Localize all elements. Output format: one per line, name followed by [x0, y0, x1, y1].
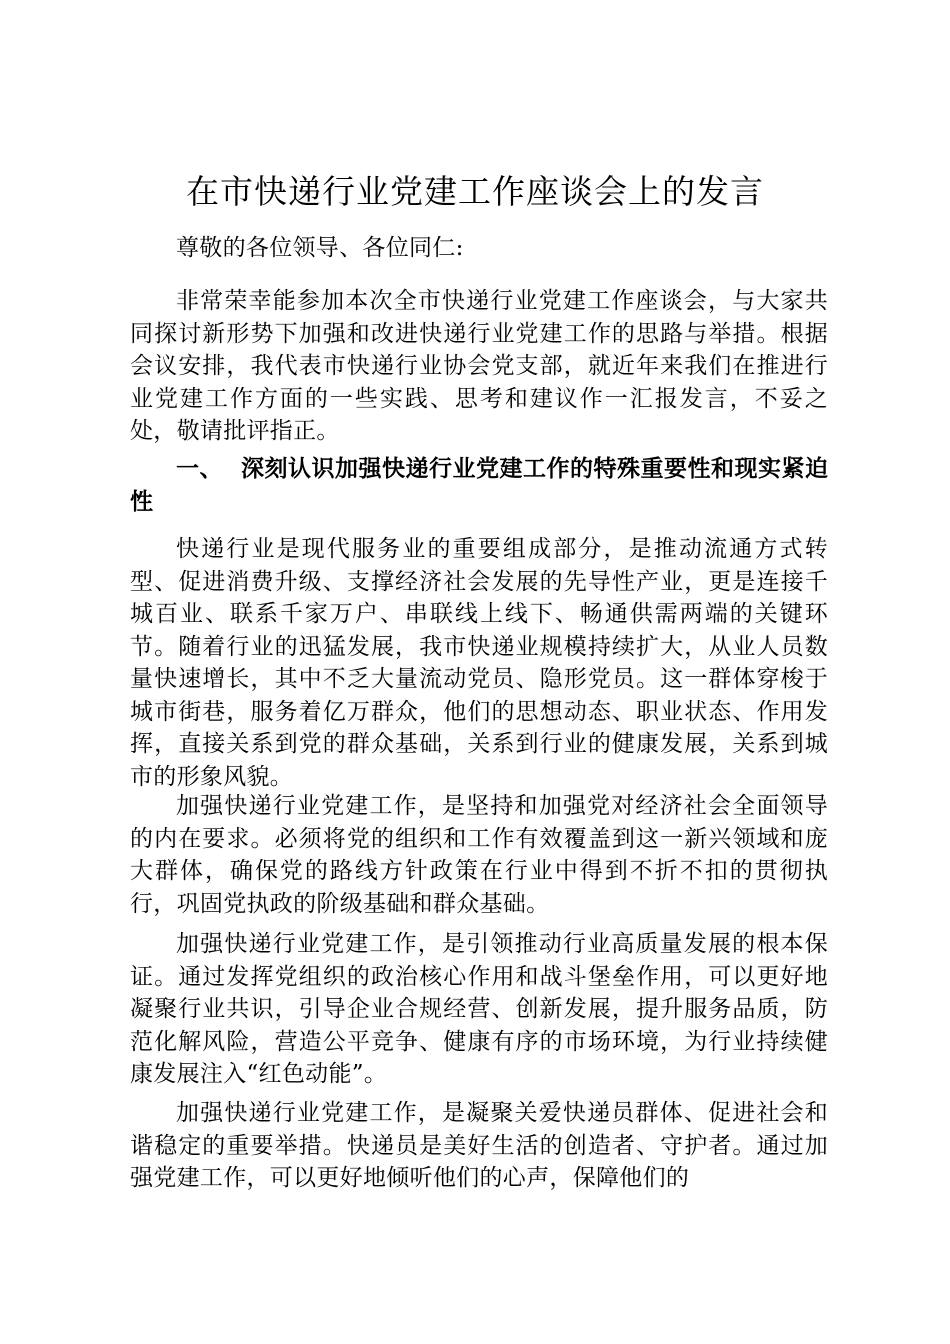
- section-number: 一、: [176, 455, 223, 482]
- section-title: 深刻认识加强快递行业党建工作的特殊重要性和现实紧迫性: [130, 455, 828, 515]
- body-paragraph: 加强快递行业党建工作，是凝聚关爱快递员群体、促进社会和谐稳定的重要举措。快递员是美好生活的创造者、守护者。通过加强党建工作，可以更好地倾听他们的心声，保障他们的: [130, 1100, 828, 1191]
- body-paragraph: 快递行业是现代服务业的重要组成部分，是推动流通方式转型、促进消费升级、支撑经济社会发展的先导性产业，更是连接千城百业、联系千家万户、串联线上线下、畅通供需两端的关键环节。随着行业的迅猛发展，我市快递业规模持续扩大，从业人员数量快速增长，其中不乏大量流动党员、隐形党员。这一群体穿梭于城市街巷，服务着亿万群众，他们的思想动态、职业状态、作用发挥，直接关系到党的群众基础，关系到行业的健康发展，关系到城市的形象风貌。: [130, 536, 828, 790]
- salutation: 尊敬的各位领导、各位同仁:: [176, 235, 464, 261]
- body-paragraph: 加强快递行业党建工作，是坚持和加强党对经济社会全面领导的内在要求。必须将党的组织和工作有效覆盖到这一新兴领域和庞大群体，确保党的路线方针政策在行业中得到不折不扣的贯彻执行，巩固党执政的阶级基础和群众基础。: [130, 793, 828, 917]
- document-title: 在市快递行业党建工作座谈会上的发言: [186, 172, 764, 211]
- body-paragraph: 加强快递行业党建工作，是引领推动行业高质量发展的根本保证。通过发挥党组织的政治核心作用和战斗堡垒作用，可以更好地凝聚行业共识，引导企业合规经营、创新发展，提升服务品质，防范化解风险，营造公平竞争、健康有序的市场环境，为行业持续健康发展注入“红色动能”。: [130, 931, 828, 1087]
- section-heading-1: [130, 453, 828, 518]
- intro-paragraph: 非常荣幸能参加本次全市快递行业党建工作座谈会，与大家共同探讨新形势下加强和改进快递行业党建工作的思路与举措。根据会议安排，我代表市快递行业协会党支部，就近年来我们在推进行业党建工作方面的一些实践、思考和建议作一汇报发言，不妥之处，敬请批评指正。: [130, 288, 828, 444]
